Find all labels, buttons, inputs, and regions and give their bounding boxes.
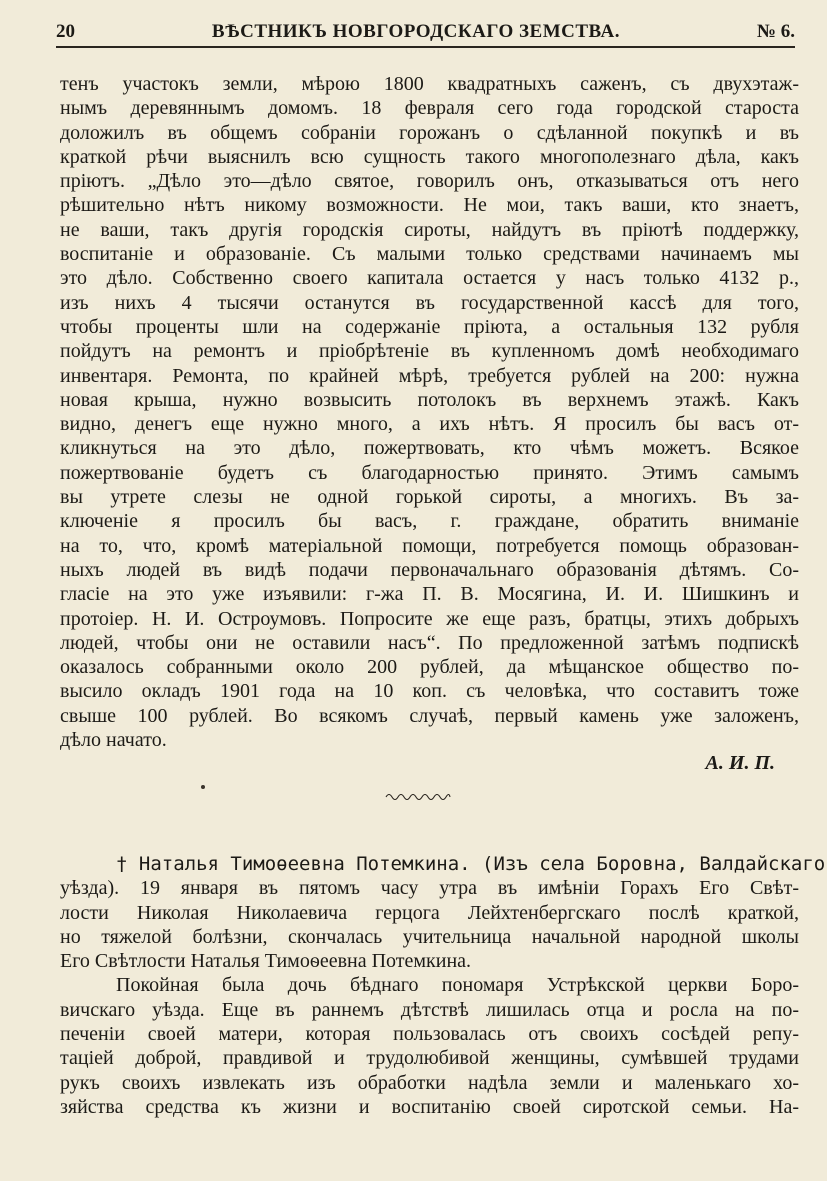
text-line: но тяжелой болѣзни, скончалась учительница начальной народной школы	[60, 925, 799, 948]
page-number: 20	[56, 21, 75, 42]
text-line: кликнуться на это дѣло, пожертвовать, кто чѣмъ можетъ. Всякое	[60, 437, 799, 460]
text-line: дѣло начато.	[60, 729, 167, 752]
text-line: ключеніе я просилъ бы васъ, г. граждане, обратить вниманіе	[60, 510, 799, 533]
text-line: лости Николая Николаевича герцога Лейхтенбергскаго послѣ краткой,	[60, 901, 799, 924]
text-line: протоіер. Н. И. Остроумовъ. Попросите же еще разъ, братцы, этихъ добрыхъ	[60, 607, 799, 630]
text-line: печеніи своей матери, которая пользовалась отъ своихъ сосѣдей репу-	[60, 1023, 799, 1046]
text-line: таціей доброй, правдивой и трудолюбивой женщины, сумѣвшей трудами	[60, 1047, 799, 1070]
header-rule	[56, 46, 795, 48]
text-line: свыше 100 рублей. Во всякомъ случаѣ, первый камень уже заложенъ,	[60, 704, 799, 727]
text-line: людей, чтобы они не оставили насъ“. По предложенной затѣмъ подпискѣ	[60, 631, 799, 654]
issue-number: № 6.	[756, 21, 795, 42]
text-line: краткой рѣчи выяснилъ всю сущность такого многополезнаго дѣла, какъ	[60, 145, 799, 168]
text-line: вичскаго уѣзда. Еще въ раннемъ дѣтствѣ лишилась отца и росла на по-	[60, 998, 799, 1021]
journal-title: ВѢСТНИКЪ НОВГОРОДСКАГО ЗЕМСТВА.	[211, 21, 620, 42]
text-line: вы утрете слезы не одной горькой сироты, а многихъ. Въ за-	[60, 486, 799, 509]
text-line: уѣзда). 19 января въ пятомъ часу утра въ имѣніи Горахъ Его Свѣт-	[60, 877, 799, 900]
obituary-heading-line: † Наталья Тимоѳеевна Потемкина. (Изъ села Боровна, Валдайскаго	[116, 853, 826, 875]
text-line: пойдутъ на ремонтъ и пріобрѣтеніе въ купленномъ домѣ необходимаго	[60, 340, 799, 363]
text-line: инвентаря. Ремонта, по крайней мѣрѣ, требуется рублей на 200: нужна	[60, 364, 799, 387]
text-line: пожертвованіе будетъ съ благодарностью принято. Этимъ самымъ	[60, 461, 799, 484]
article-body-1	[60, 72, 799, 752]
text-line: пріютъ. „Дѣло это—дѣло святое, говорилъ онъ, отказываться отъ него	[60, 170, 799, 193]
text-line: ныхъ людей въ видѣ подачи первоначальнаго образованія дѣтямъ. Со-	[60, 558, 799, 581]
ink-speck	[201, 785, 205, 789]
wavy-divider	[385, 790, 451, 804]
text-line: тенъ участокъ земли, мѣрою 1800 квадратныхъ саженъ, съ двухэтаж-	[60, 73, 799, 95]
text-line: зяйства средства къ жизни и воспитанію своей сиротской семьи. На-	[60, 1095, 799, 1118]
text-line: рѣшительно нѣтъ никому возможности. Не мои, такъ ваши, кто знаетъ,	[60, 194, 799, 217]
text-line: воспитаніе и образованіе. Съ малыми только средствами начинаемъ мы	[60, 243, 799, 266]
text-line: видно, денегъ еще нужно много, а ихъ нѣтъ. Я просилъ бы васъ от-	[60, 413, 799, 436]
text-line: оказалось собранными около 200 рублей, да мѣщанское общество по-	[60, 656, 799, 679]
author-signature: А. И. П.	[705, 752, 775, 774]
text-line: рукъ своихъ извлекать изъ обработки надѣла земли и маленькаго хо-	[60, 1071, 799, 1094]
text-line: Покойная была дочь бѣднаго пономаря Устрѣкской церкви Боро-	[116, 974, 799, 997]
text-line: не ваши, такъ другія городскія сироты, найдутъ въ пріютѣ поддержку,	[60, 218, 799, 241]
text-line: новая крыша, нужно возвысить потолокъ въ верхнемъ этажѣ. Какъ	[60, 388, 799, 411]
text-line: Его Свѣтлости Наталья Тимоѳеевна Потемкина.	[60, 950, 472, 973]
text-line: высило окладъ 1901 года на 10 коп. съ человѣка, что составитъ тоже	[60, 680, 799, 703]
running-header	[56, 18, 795, 46]
article-body-2	[60, 852, 826, 1119]
text-line: на то, что, кромѣ матеріальной помощи, потребуется помощь образован-	[60, 534, 799, 557]
text-line: чтобы проценты шли на содержаніе пріюта, а остальныя 132 рубля	[60, 315, 799, 338]
text-line: это дѣло. Собственно своего капитала остается у насъ только 4132 р.,	[60, 267, 799, 290]
text-line: гласіе на это уже изъявили: г-жа П. В. Мосягина, И. И. Шишкинъ и	[60, 583, 799, 606]
text-line: изъ нихъ 4 тысячи останутся въ государственной кассѣ для того,	[60, 291, 799, 314]
text-line: доложилъ въ общемъ собраніи горожанъ о сдѣланной покупкѣ и въ	[60, 121, 799, 144]
text-line: нымъ деревяннымъ домомъ. 18 февраля сего года городской староста	[60, 97, 799, 120]
